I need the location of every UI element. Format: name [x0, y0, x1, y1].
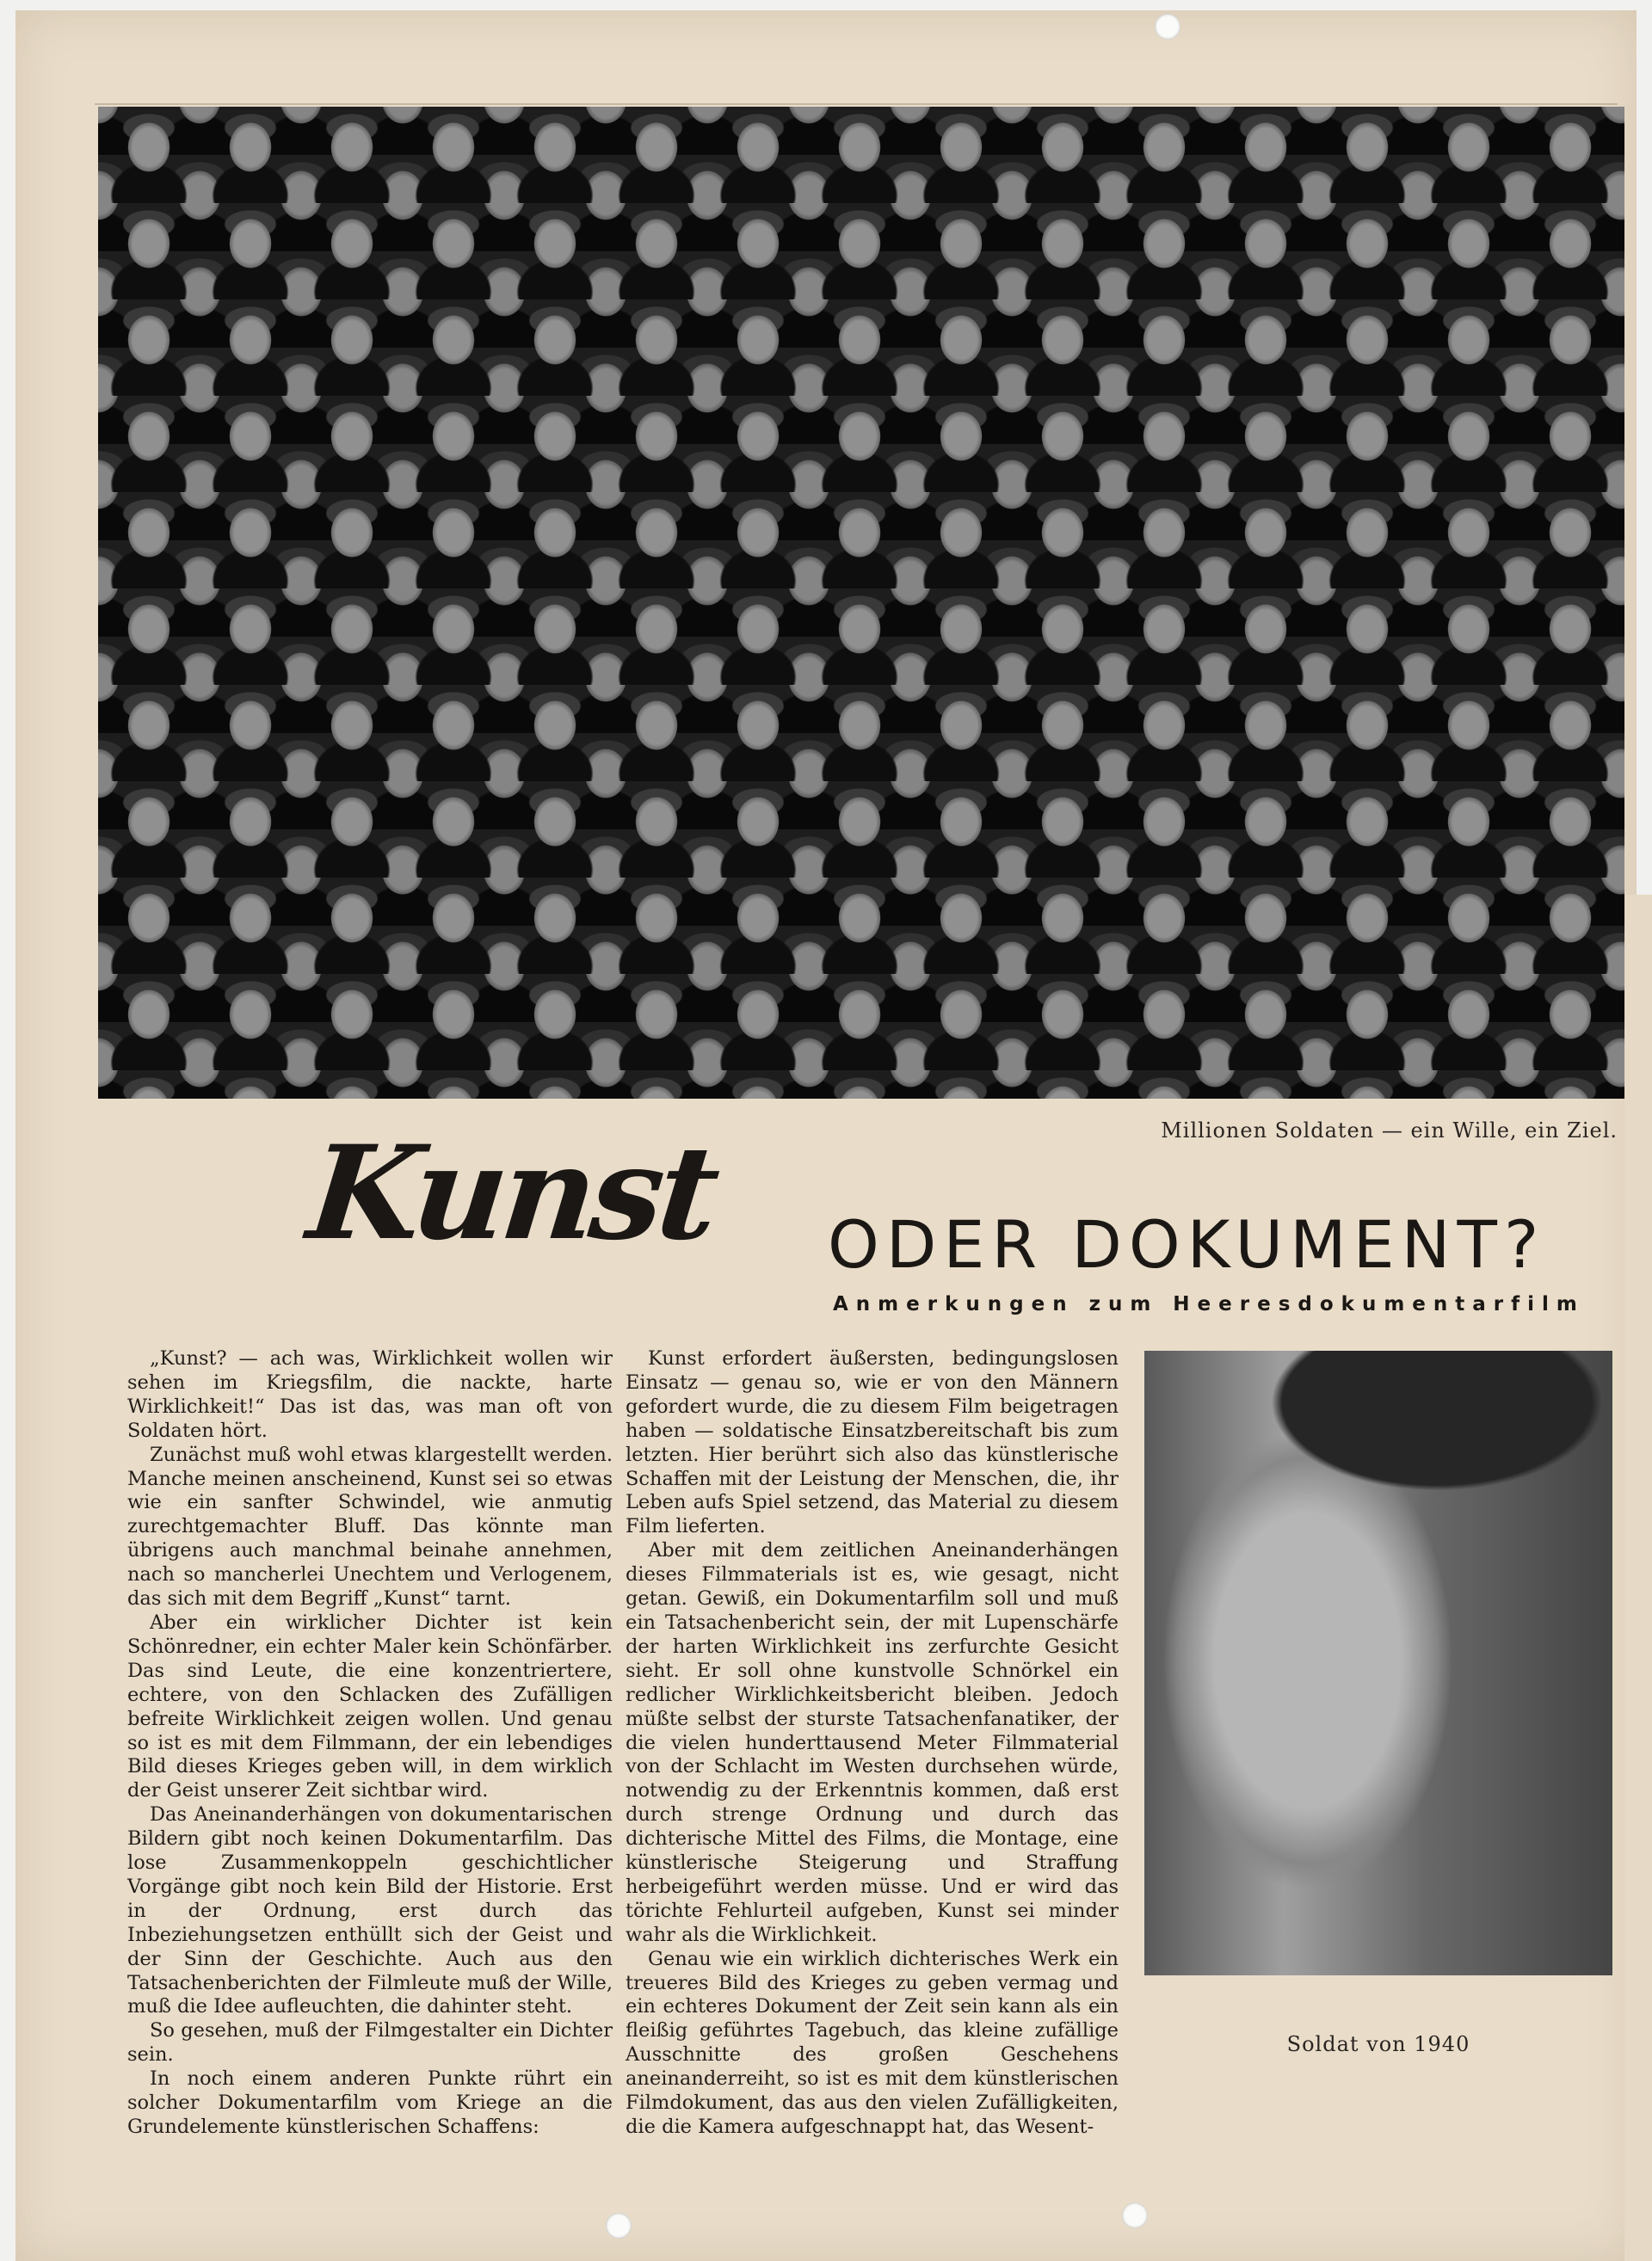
title-kunst: Kunst: [301, 1118, 722, 1269]
title-oder-dokument: ODER DOKUMENT?: [828, 1206, 1546, 1283]
soldier-portrait-photo: [1144, 1351, 1612, 1975]
paragraph: Aber mit dem zeitlichen Aneinanderhängen dieses Filmmaterials ist es, wie gesagt, nicht getan. Gewiß, ein Dokumentarfilm soll und muß ein Tatsachenbericht sein, der mit Lupenschärfe der harten Wirklichkeit ins zerfurchte Gesicht sieht. Er soll ohne kunstvolle Schnörkel ein redlicher Wirklichkeitsbericht bleiben. Jedoch müßte selbst der sturste Tatsachenfanatiker, der die vielen hunderttausend Meter Filmmaterial von der Schlacht im Westen durchsehen würde, notwendig zu der Erkenntnis kommen, daß erst durch strenge Ordnung und durch das dichterische Mittel des Films, die Montage, eine künstlerische Steigerung und Straffung herbeigeführt werden müsse. Und er wird das törichte Fehlurteil aufgeben, Kunst sei minder wahr als die Wirklichkeit.: [626, 1539, 1119, 1946]
paragraph: Kunst erfordert äußersten, bedingungslosen Einsatz — genau so, wie er von den Männern gefordert wurde, die zu diesem Film beigetragen haben — soldatische Einsatzbereitschaft bis zum letzten. Hier berührt sich also das künstlerische Schaffen mit der Leistung der Menschen, die, ihr Leben aufs Spiel setzend, das Material zu diesem Film lieferten.: [626, 1347, 1119, 1538]
troops-photo: [98, 107, 1624, 1099]
punch-hole: [606, 2213, 632, 2239]
top-rule: [95, 103, 1618, 105]
paragraph: So gesehen, muß der Filmgestalter ein Dichter sein.: [127, 2019, 613, 2067]
article-column-middle: [626, 1347, 1119, 2140]
paragraph: Zunächst muß wohl etwas klargestellt werden. Manche meinen anscheinend, Kunst sei so etwas wie ein sanfter Schwindel, wie anmutig zurechtgemachter Bluff. Das könnte man übrigens auch manchmal beinahe annehmen, nach so mancherlei Unechtem und Verlogenem, das sich mit dem Begriff „Kunst“ tarnt.: [127, 1443, 613, 1611]
paragraph: Genau wie ein wirklich dichterisches Werk ein treueres Bild des Krieges zu geben vermag und ein echteres Dokument der Zeit sein kann als ein fleißig geführtes Tagebuch, das kleine zufällige Ausschnitte des großen Geschehens aneinanderreiht, so ist es mit dem künstlerischen Filmdokument, das aus den vielen Zufälligkeiten, die die Kamera aufgeschnappt hat, das Wesent-: [626, 1947, 1119, 2138]
article-column-left: [127, 1347, 613, 2140]
paragraph: Das Aneinanderhängen von dokumentarischen Bildern gibt noch keinen Dokumentarfilm. Das lose Zusammenkoppeln geschichtlicher Vorgänge gibt noch kein Bild der Historie. Erst in der Ordnung, erst durch das Inbeziehungsetzen enthüllt sich der Geist und der Sinn der Geschichte. Auch aus den Tatsachenberichten der Filmleute muß der Wille, muß die Idee aufleuchten, die dahinter steht.: [127, 1803, 613, 2018]
punch-hole: [1155, 14, 1180, 40]
troops-photo-caption: Millionen Soldaten — ein Wille, ein Ziel.: [1161, 1118, 1618, 1143]
paragraph: Aber ein wirklicher Dichter ist kein Schönredner, ein echter Maler kein Schönfärber. Das sind Leute, die eine konzentriertere, echtere, von den Schlacken des Zufälligen befreite Wirklichkeit zeigen wollen. Und genau so ist es mit dem Filmmann, der ein lebendiges Bild dieses Krieges geben will, in dem wirklich der Geist unserer Zeit sichtbar wird.: [127, 1611, 613, 1802]
soldier-photo-caption: Soldat von 1940: [1286, 2032, 1470, 2056]
punch-hole: [1122, 2202, 1148, 2228]
paragraph: „Kunst? — ach was, Wirklichkeit wollen wir sehen im Kriegsfilm, die nackte, harte Wirklichkeit!“ Das ist das, was man oft von Soldaten hört.: [127, 1347, 613, 1442]
page-edge: [1624, 895, 1652, 2261]
subtitle: Anmerkungen zum Heeresdokumentarfilm: [833, 1293, 1585, 1315]
paragraph: In noch einem anderen Punkte rührt ein solcher Dokumentarfilm vom Kriege an die Grundelemente künstlerischen Schaffens:: [127, 2067, 613, 2138]
